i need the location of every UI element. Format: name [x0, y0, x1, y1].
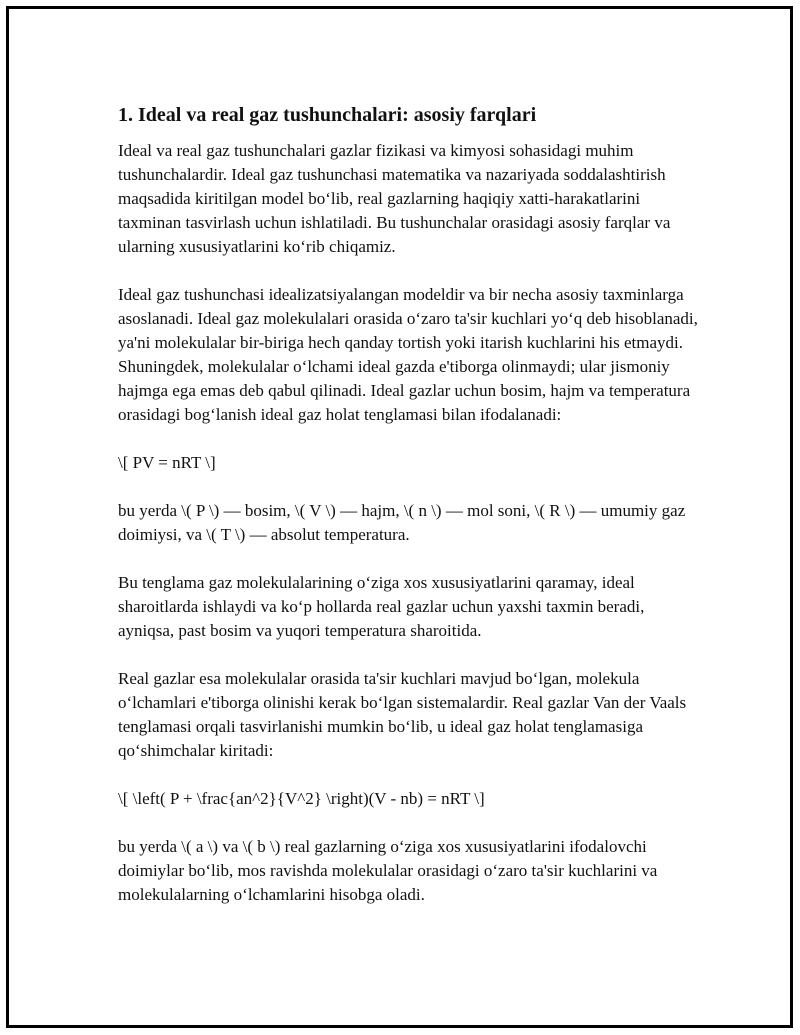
section-heading: 1. Ideal va real gaz tushunchalari: asosiy farqlari	[118, 104, 537, 126]
formula-van-der-waals: \[ \left( P + \frac{an^2}{V^2} \right)(V - nb) = nRT \]	[118, 789, 485, 808]
paragraph-ideal-gas: Ideal gaz tushunchasi idealizatsiyalangan modeldir va bir necha asosiy taxminlarga asoslanadi. Ideal gaz molekulalari orasida o‘zaro ta'sir kuchlari yo‘q deb hisoblanadi, ya'ni molekulalar bir-biriga hech qanday tortish yoki itarish kuchlarini his etmaydi. Shuningdek, molekulalar o‘lchami ideal gazda e'tiborga olinmaydi; ular jismoniy hajmga ega emas deb qabul qilinadi. Ideal gazlar uchun bosim, hajm va temperatura orasidagi bog‘lanish ideal gaz holat tenglamasi bilan ifodalanadi:	[118, 285, 698, 424]
paragraph-constants: bu yerda \( a \) va \( b \) real gazlarning o‘ziga xos xususiyatlarini ifodalovchi doimiylar bo‘lib, mos ravishda molekulalar orasidagi o‘zaro ta'sir kuchlarini va molekulalarning o‘lchamlarini hisobga oladi.	[118, 837, 658, 904]
paragraph-intro: Ideal va real gaz tushunchalari gazlar fizikasi va kimyosi sohasidagi muhim tushunchalardir. Ideal gaz tushunchasi matematika va nazariyada soddalashtirish maqsadida kiritilgan model bo‘lib, real gazlarning haqiqiy xatti-harakatlarini taxminan tasvirlash uchun ishlatiladi. Bu tushunchalar orasidagi asosiy farqlar va ularning xususiyatlarini ko‘rib chiqamiz.	[118, 141, 671, 256]
document-body	[118, 101, 698, 931]
paragraph-variables: bu yerda \( P \) — bosim, \( V \) — hajm, \( n \) — mol soni, \( R \) — umumiy gaz doimiysi, va \( T \) — absolut temperatura.	[118, 501, 686, 544]
formula-ideal-gas-law: \[ PV = nRT \]	[118, 453, 216, 472]
paragraph-equation-usage: Bu tenglama gaz molekulalarining o‘ziga xos xususiyatlarini qaramay, ideal sharoitlarda ishlaydi va ko‘p hollarda real gazlar uchun yaxshi taxmin beradi, ayniqsa, past bosim va yuqori temperatura sharoitida.	[118, 573, 645, 640]
page-frame	[6, 6, 793, 1028]
paragraph-real-gas: Real gazlar esa molekulalar orasida ta'sir kuchlari mavjud bo‘lgan, molekula o‘lchamlari e'tiborga olinishi kerak bo‘lgan sistemalardir. Real gazlar Van der Vaals tenglamasi orqali tasvirlanishi mumkin bo‘lib, u ideal gaz holat tenglamasiga qo‘shimchalar kiritadi:	[118, 669, 687, 760]
